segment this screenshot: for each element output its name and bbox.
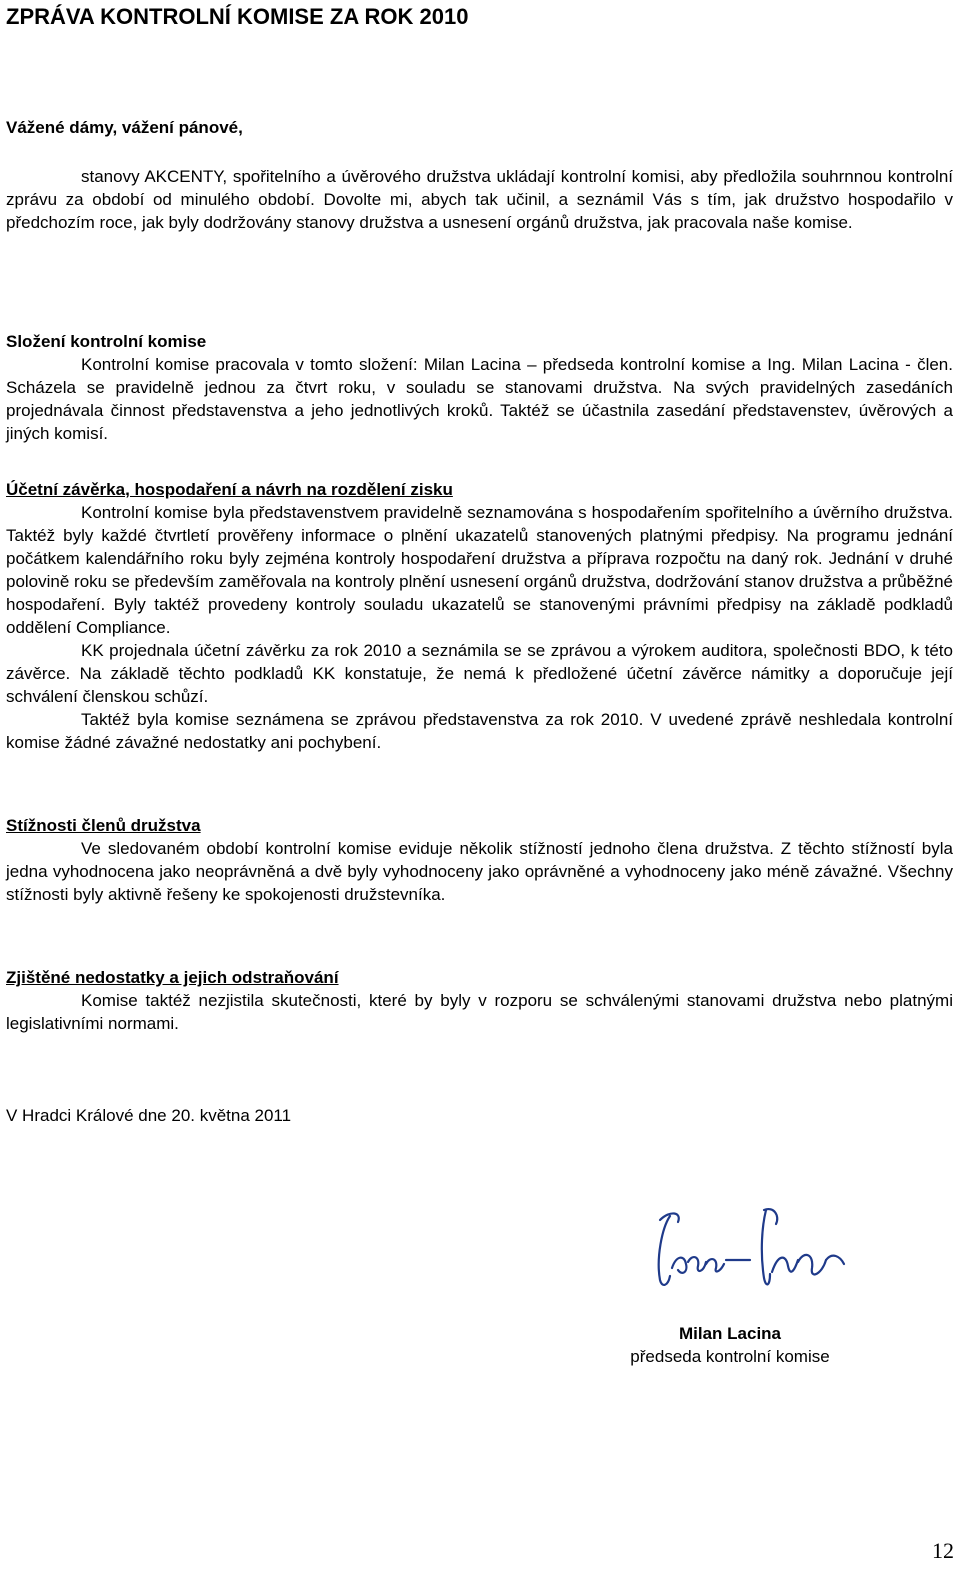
section-heading-accounts: Účetní závěrka, hospodaření a návrh na rozdělení zisku <box>6 480 453 499</box>
intro-paragraph: stanovy AKCENTY, spořitelního a úvěrového družstva ukládají kontrolní komisi, aby předložila souhrnnou kontrolní zprávu za období od minulého období. Dovolte mi, abych tak učinil, a seznámil Vás s tím, jak družstvo hospodařilo v předchozím roce, jak byly dodržovány stanovy družstva a usnesení orgánů družstva, jak pracovala naše komise. <box>6 167 953 232</box>
section-accounts <box>6 478 953 754</box>
section-heading-complaints: Stížnosti členů družstva <box>6 816 201 835</box>
signatory-role: předseda kontrolní komise <box>630 1347 830 1366</box>
handwritten-signature <box>648 1198 858 1298</box>
section-complaints <box>6 814 953 906</box>
section-paragraph: Taktéž byla komise seznámena se zprávou představenstva za rok 2010. V uvedené zprávě neshledala kontrolní komise žádné závažné nedostatky ani pochybení. <box>6 710 953 752</box>
section-paragraph: Ve sledovaném období kontrolní komise eviduje několik stížností jednoho člena družstva. Z těchto stížností byla jedna vyhodnocena jako neoprávněná a dvě byly vyhodnoceny jako oprávněné a vyhodnoceny jako méně závažné. Všechny stížnosti byly aktivně řešeny ke spokojenosti družstevníka. <box>6 839 953 904</box>
document-title: ZPRÁVA KONTROLNÍ KOMISE ZA ROK 2010 <box>6 4 469 29</box>
section-heading-deficiencies: Zjištěné nedostatky a jejich odstraňování <box>6 968 339 987</box>
section-deficiencies <box>6 966 953 1035</box>
section-composition <box>6 330 953 445</box>
section-paragraph: Komise taktéž nezjistila skutečnosti, které by byly v rozporu se schválenými stanovami družstva nebo platnými legislativními normami. <box>6 991 953 1033</box>
signatory-block <box>600 1322 860 1368</box>
place-date: V Hradci Králové dne 20. května 2011 <box>6 1106 292 1125</box>
section-paragraph: Kontrolní komise pracovala v tomto složení: Milan Lacina – předseda kontrolní komise a Ing. Milan Lacina - člen. Scházela se pravidelně jednou za čtvrt roku, v souladu se stanovami družstva. Na svých pravidelných zasedáních projednávala činnost představenstva a jeho jednotlivých kroků. Taktéž se účastnila zasedání představenstev, úvěrových a jiných komisí. <box>6 355 953 443</box>
greeting: Vážené dámy, vážení pánové, <box>6 118 243 137</box>
page-number: 12 <box>932 1538 954 1563</box>
section-paragraph: KK projednala účetní závěrku za rok 2010 a seznámila se se zprávou a výrokem auditora, společnosti BDO, k této závěrce. Na základě těchto podkladů KK konstatuje, že nemá k předložené účetní závěrce námitky a doporučuje její schválení členskou schůzí. <box>6 641 953 706</box>
section-heading-composition: Složení kontrolní komise <box>6 332 207 351</box>
intro-block <box>6 165 953 234</box>
signatory-name: Milan Lacina <box>678 1324 782 1343</box>
section-paragraph: Kontrolní komise byla představenstvem pravidelně seznamována s hospodařením spořitelního a úvěrního družstva. Taktéž byly každé čtvrtletí prověřeny informace o plnění ukazatelů stanovených platnými předpisy. Na programu jednání počátkem kalendářního roku byly zejména kontroly hospodaření družstva a příprava rozpočtu na daný rok. Jednání v druhé polovině roku se především zaměřovala na kontroly plnění usnesení orgánů družstva, dodržování stanov družstva a průběžné hospodaření. Byly taktéž provedeny kontroly souladu ukazatelů se stanovenými právními předpisy na základě podkladů oddělení Compliance. <box>6 503 953 637</box>
